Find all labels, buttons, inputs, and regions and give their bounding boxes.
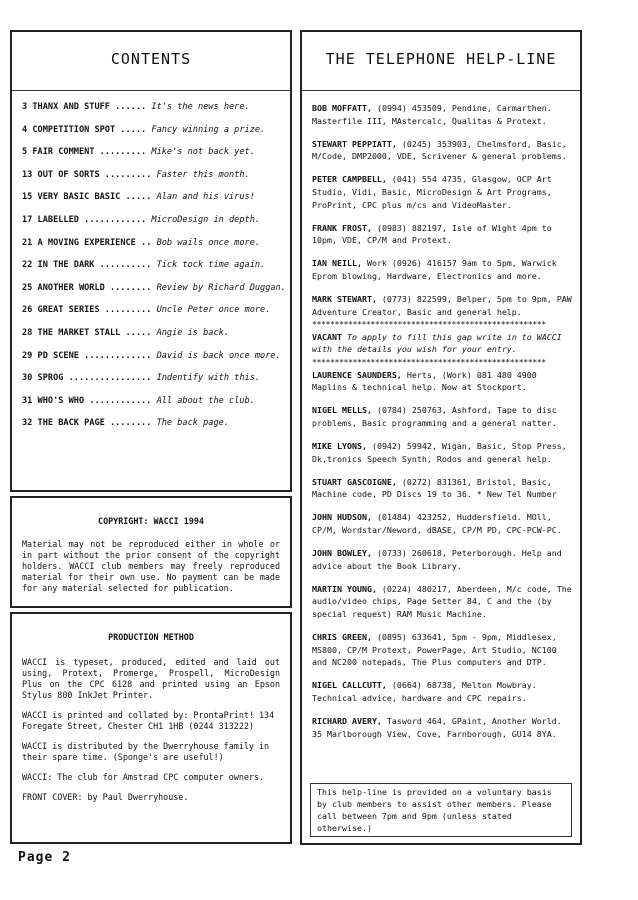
copyright-heading: COPYRIGHT: WACCI 1994 bbox=[98, 516, 204, 526]
entry-text: (0245) 353903, Chelmsford, Basic, M/Code, DMP2000, VDE, Scrivener & general problems. bbox=[312, 138, 567, 162]
item-page: 31 bbox=[22, 395, 33, 406]
entry-name: RICHARD AVERY, bbox=[312, 715, 382, 726]
contents-item bbox=[22, 305, 292, 328]
item-desc: Uncle Peter once more. bbox=[156, 305, 271, 316]
helpline-entry bbox=[312, 369, 572, 394]
item-page: 26 bbox=[22, 305, 33, 316]
entry-text: (0942) 59942, Wigan, Basic, Stop Press, Dk,tronics Speech Synth, Rodos and general help. bbox=[312, 440, 567, 464]
item-label: FAIR COMMENT ......... bbox=[32, 147, 147, 158]
helpline-entry bbox=[312, 715, 572, 740]
entry-name: FRANK FROST, bbox=[312, 222, 372, 233]
item-page: 13 bbox=[22, 169, 33, 180]
item-page: 4 bbox=[22, 124, 28, 135]
production-p4: WACCI: The club for Amstrad CPC computer owners. bbox=[22, 772, 265, 782]
item-desc: Mike's not back yet. bbox=[151, 147, 255, 158]
item-label: LABELLED ............ bbox=[37, 214, 147, 225]
helpline-entry bbox=[312, 173, 572, 211]
contents-list bbox=[22, 102, 292, 441]
item-label: A MOVING EXPERIENCE .. bbox=[37, 237, 152, 248]
item-desc: Fancy winning a prize. bbox=[151, 124, 266, 135]
helpline-title: THE TELEPHONE HELP-LINE bbox=[325, 50, 557, 68]
item-label: COMPETITION SPOT ..... bbox=[32, 124, 147, 135]
entry-name: MARTIN YOUNG, bbox=[312, 583, 377, 594]
entry-name: PETER CAMPBELL, bbox=[312, 174, 387, 185]
entry-text: (01484) 423252, Huddersfield. MOll, CP/M, Wordstar/Neword, dBASE, CP/M PD, CPC-PCW-PC. bbox=[312, 512, 562, 535]
helpline-entry bbox=[312, 102, 572, 127]
contents-divider bbox=[12, 90, 290, 91]
item-label: WHO'S WHO ............ bbox=[37, 395, 152, 406]
item-page: 30 bbox=[22, 373, 33, 384]
vacant-text: To apply to fill this gap write in to WACCI with the details you wish for your entry. bbox=[312, 331, 562, 355]
helpline-panel bbox=[300, 30, 582, 845]
entry-text: (0983) 882197, Isle of Wight 4pm to 10pm, VDE, CP/M and Protext. bbox=[312, 222, 552, 246]
contents-item bbox=[22, 328, 292, 351]
item-page: 22 bbox=[22, 260, 33, 271]
contents-item bbox=[22, 283, 292, 306]
production-panel bbox=[10, 612, 292, 844]
item-desc: Bob wails once more. bbox=[156, 237, 261, 248]
copyright-text: Material may not be reproduced either in whole or in part without the prior consent of the copyright holders. WACCI club members may freely reproduced material for their own use. No payment can be made for any material selected for publication. bbox=[22, 539, 280, 593]
contents-item bbox=[22, 373, 292, 396]
item-desc: Alan and his virus! bbox=[156, 192, 255, 203]
production-p1: WACCI is typeset, produced, edited and laid out using, Protext, Promerge, Prospell, MicroDesign Plus on the CPC 6128 and printed using an Epson Stylus 800 InkJet Printer. bbox=[22, 657, 280, 700]
helpline-list bbox=[312, 102, 572, 751]
item-desc: David is back once more. bbox=[156, 350, 281, 361]
helpline-entry bbox=[312, 138, 572, 163]
contents-item bbox=[22, 418, 292, 441]
helpline-footnote: This help-line is provided on a voluntary basis by club members to assist other members. Please call between 7pm and 9pm (unless stated otherwise.) bbox=[310, 783, 572, 837]
helpline-entry bbox=[312, 679, 572, 704]
item-label: SPROG ................ bbox=[37, 373, 152, 384]
item-label: THANX AND STUFF ...... bbox=[32, 102, 147, 112]
item-page: 28 bbox=[22, 327, 33, 338]
helpline-entry bbox=[312, 583, 572, 621]
production-heading: PRODUCTION METHOD bbox=[108, 632, 194, 642]
helpline-entry bbox=[312, 476, 572, 501]
item-desc: MicroDesign in depth. bbox=[151, 214, 261, 225]
production-p2: WACCI is printed and collated by: ProntaPrint! 134 Foregate Street, Chester CH1 1HB (0244 313222) bbox=[22, 710, 275, 731]
entry-name: LAURENCE SAUNDERS, bbox=[312, 369, 402, 380]
helpline-entry bbox=[312, 547, 572, 572]
item-page: 17 bbox=[22, 214, 33, 225]
production-p3: WACCI is distributed by the Dwerryhouse family in their spare time. (Sponge's are useful!) bbox=[22, 741, 270, 762]
item-label: THE MARKET STALL ..... bbox=[37, 327, 152, 338]
contents-item bbox=[22, 102, 292, 125]
item-desc: All about the club. bbox=[156, 395, 255, 406]
item-page: 25 bbox=[22, 282, 33, 293]
entry-text: Work (0926) 416157 9am to 5pm, Warwick Eprom blowing, Hardware, Electronics and more. bbox=[312, 258, 557, 281]
item-page: 21 bbox=[22, 237, 33, 248]
entry-text: (0784) 250763, Ashford, Tape to disc problems, Basic programming and a general natter. bbox=[312, 405, 557, 428]
entry-name: MARK STEWART, bbox=[312, 294, 377, 305]
entry-text: Tasword 464, GPaint, Another World. 35 Marlborough View, Cove, Farnborough, GU14 8YA. bbox=[312, 715, 562, 739]
helpline-entry bbox=[312, 404, 572, 429]
helpline-divider bbox=[302, 90, 580, 91]
item-page: 29 bbox=[22, 350, 33, 361]
item-desc: Angie is back. bbox=[156, 327, 229, 338]
helpline-entry bbox=[312, 257, 572, 282]
item-page: 3 bbox=[22, 102, 28, 112]
entry-text: (0733) 260618, Peterborough. Help and advice about the Book Library. bbox=[312, 548, 562, 571]
page-number: Page 2 bbox=[18, 850, 71, 865]
item-desc: The back page. bbox=[156, 418, 229, 429]
contents-item bbox=[22, 125, 292, 148]
helpline-entry bbox=[312, 222, 572, 247]
entry-name: JOHN HUDSON, bbox=[312, 512, 372, 523]
item-label: IN THE DARK .......... bbox=[37, 260, 152, 271]
item-desc: It's the news here. bbox=[151, 102, 250, 112]
contents-item bbox=[22, 147, 292, 170]
item-label: PD SCENE ............. bbox=[37, 350, 152, 361]
vacant-entry bbox=[312, 331, 572, 356]
entry-name: STUART GASCOIGNE, bbox=[312, 476, 397, 487]
copyright-panel bbox=[10, 496, 292, 608]
vacant-label: VACANT bbox=[312, 331, 342, 342]
entry-name: NIGEL MELLS, bbox=[312, 405, 372, 416]
stars-divider: **************************************************** bbox=[312, 319, 546, 330]
item-label: OUT OF SORTS ......... bbox=[37, 169, 152, 180]
entry-name: STEWART PEPPIATT, bbox=[312, 138, 397, 149]
item-label: ANOTHER WORLD ........ bbox=[37, 282, 152, 293]
item-label: THE BACK PAGE ........ bbox=[37, 418, 152, 429]
item-desc: Tick tock time again. bbox=[156, 260, 266, 271]
entry-text: (041) 554 4735, Glasgow, OCP Art Studio, Vidi, Basic, MicroDesign & Art Programs, ProPrint, CPC plus m/cs and VideoMaster. bbox=[312, 174, 552, 210]
item-page: 5 bbox=[22, 147, 28, 158]
entry-text: (0895) 633641, 5pm - 9pm, Middlesex, MS800, CP/M Protext, PowerPage, Art Studio, NC100 and NC200 notepads, The Plus computers and DTP. bbox=[312, 632, 557, 668]
contents-item bbox=[22, 192, 292, 215]
contents-item bbox=[22, 396, 292, 419]
entry-text: (0224) 480217, Aberdeen, M/c code, The audio/video chips, Page Setter 84, C and the (by special request) RAM Music Machine. bbox=[312, 583, 572, 619]
contents-item bbox=[22, 238, 292, 261]
entry-text: (0773) 822599, Belper, 5pm to 9pm, PAW Adventure Creator, Basic and general help. bbox=[312, 294, 572, 317]
entry-text: (0272) 831361, Bristol, Basic, Machine code, PD Discs 19 to 36. * New Tel Number bbox=[312, 476, 557, 500]
entry-name: JOHN BOWLEY, bbox=[312, 548, 372, 559]
entry-text: (0994) 453509, Pendine, Carmarthen. Masterfile III, MAstercalc, Qualitas & Protext. bbox=[312, 103, 552, 126]
contents-item bbox=[22, 351, 292, 374]
item-label: VERY BASIC BASIC ..... bbox=[37, 192, 152, 203]
contents-item bbox=[22, 260, 292, 283]
entry-name: MIKE LYONS, bbox=[312, 440, 367, 451]
item-page: 32 bbox=[22, 418, 33, 429]
entry-name: CHRIS GREEN, bbox=[312, 632, 372, 642]
entry-text: (0664) 68738, Melton Mowbray. Technical advice, hardware and CPC repairs. bbox=[312, 680, 537, 703]
item-desc: Indentify with this. bbox=[156, 373, 261, 384]
helpline-entry bbox=[312, 511, 572, 536]
item-desc: Review by Richard Duggan. bbox=[156, 282, 286, 293]
contents-title: CONTENTS bbox=[110, 50, 192, 68]
item-desc: Faster this month. bbox=[156, 169, 250, 180]
entry-name: BOB MOFFATT, bbox=[312, 103, 372, 113]
helpline-entry bbox=[312, 440, 572, 465]
production-p5: FRONT COVER: by Paul Dwerryhouse. bbox=[22, 792, 189, 802]
entry-name: IAN NEILL, bbox=[312, 258, 362, 269]
entry-text: Herts, (Work) 081 480 4900 Maplins & technical help. Now at Stockport. bbox=[312, 369, 537, 393]
entry-name: NIGEL CALLCUTT, bbox=[312, 680, 387, 691]
helpline-entry bbox=[312, 631, 572, 669]
item-label: GREAT SERIES ......... bbox=[37, 305, 152, 316]
contents-panel bbox=[10, 30, 292, 492]
item-page: 15 bbox=[22, 192, 33, 203]
stars-divider: **************************************************** bbox=[312, 357, 546, 367]
contents-item bbox=[22, 215, 292, 238]
helpline-entry bbox=[312, 293, 572, 318]
contents-item bbox=[22, 170, 292, 193]
